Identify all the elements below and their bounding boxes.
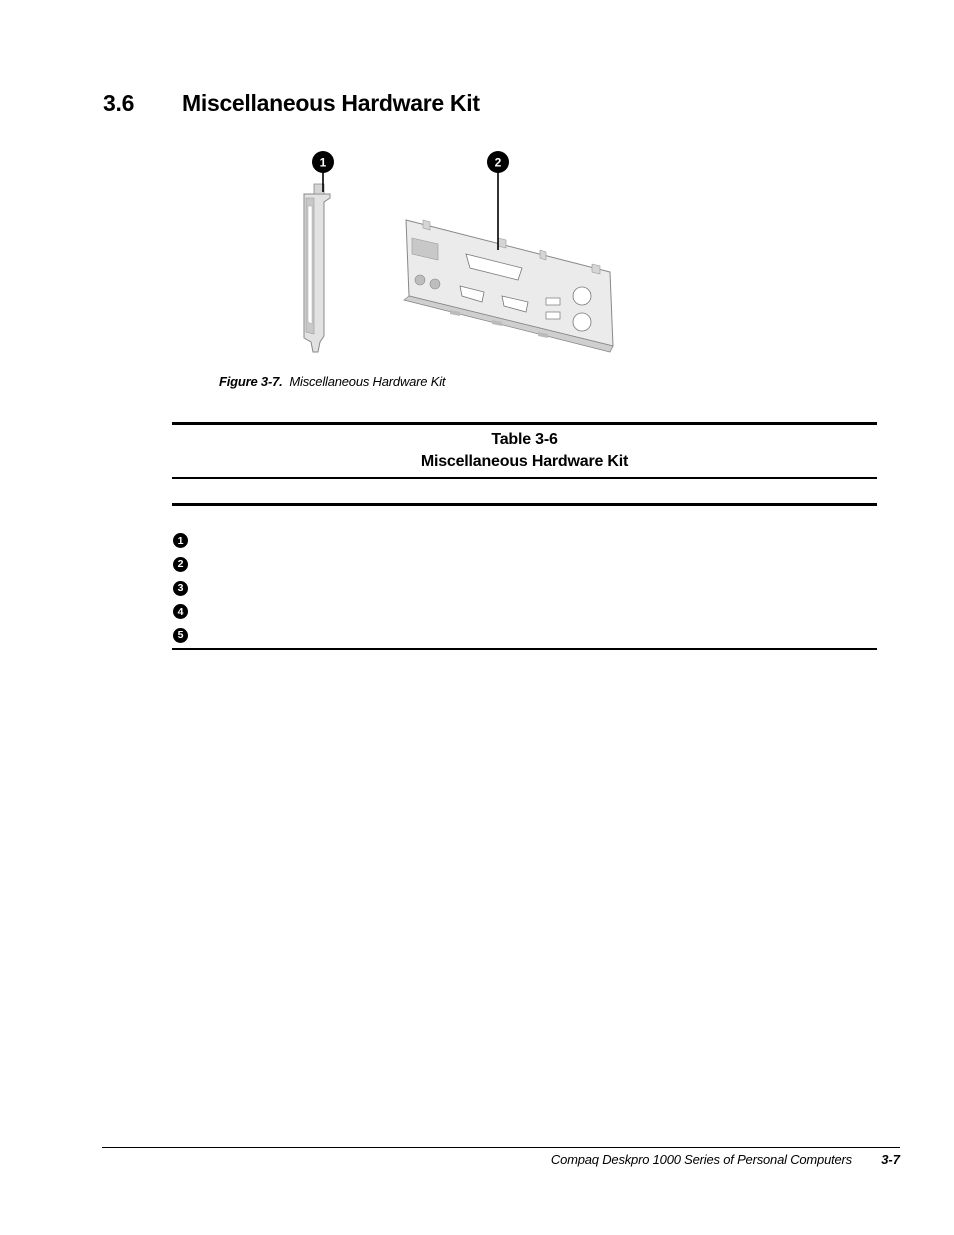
item-number-badge: 2 [173, 557, 188, 572]
table-title [172, 429, 877, 473]
table-number: Table 3-6 [491, 431, 558, 448]
callout-1-label: 1 [319, 155, 327, 170]
figure-caption-label: Figure 3-7. [219, 374, 283, 389]
slot-cover-illustration [304, 184, 330, 352]
callout-2-label: 2 [494, 155, 502, 170]
footer-page-number: 3-7 [881, 1152, 900, 1167]
table-row [172, 576, 877, 600]
figure-caption-text: Miscellaneous Hardware Kit [289, 374, 446, 389]
hardware-kit-illustration [280, 146, 625, 358]
item-number-badge: 1 [173, 533, 188, 548]
table-row [172, 600, 877, 624]
table-name: Miscellaneous Hardware Kit [420, 453, 629, 470]
item-number-badge: 5 [173, 628, 188, 643]
figure-caption [219, 374, 445, 389]
footer-rule [102, 1147, 900, 1148]
table-row [172, 624, 877, 648]
section-number: 3.6 [103, 90, 135, 116]
section-title: Miscellaneous Hardware Kit [182, 90, 480, 116]
table-row [172, 529, 877, 553]
item-number-badge: 4 [173, 604, 188, 619]
table-top-rule [172, 422, 877, 425]
table-bottom-rule [172, 648, 877, 650]
footer-book-title: Compaq Deskpro 1000 Series of Personal Computers [550, 1152, 852, 1167]
table-header-rule [172, 477, 877, 479]
io-shield-illustration [404, 220, 613, 352]
table-column-header-rule [172, 503, 877, 506]
hardware-kit-figure [280, 146, 625, 358]
table-items [172, 529, 877, 647]
item-number-badge: 3 [173, 581, 188, 596]
table-row [172, 553, 877, 577]
